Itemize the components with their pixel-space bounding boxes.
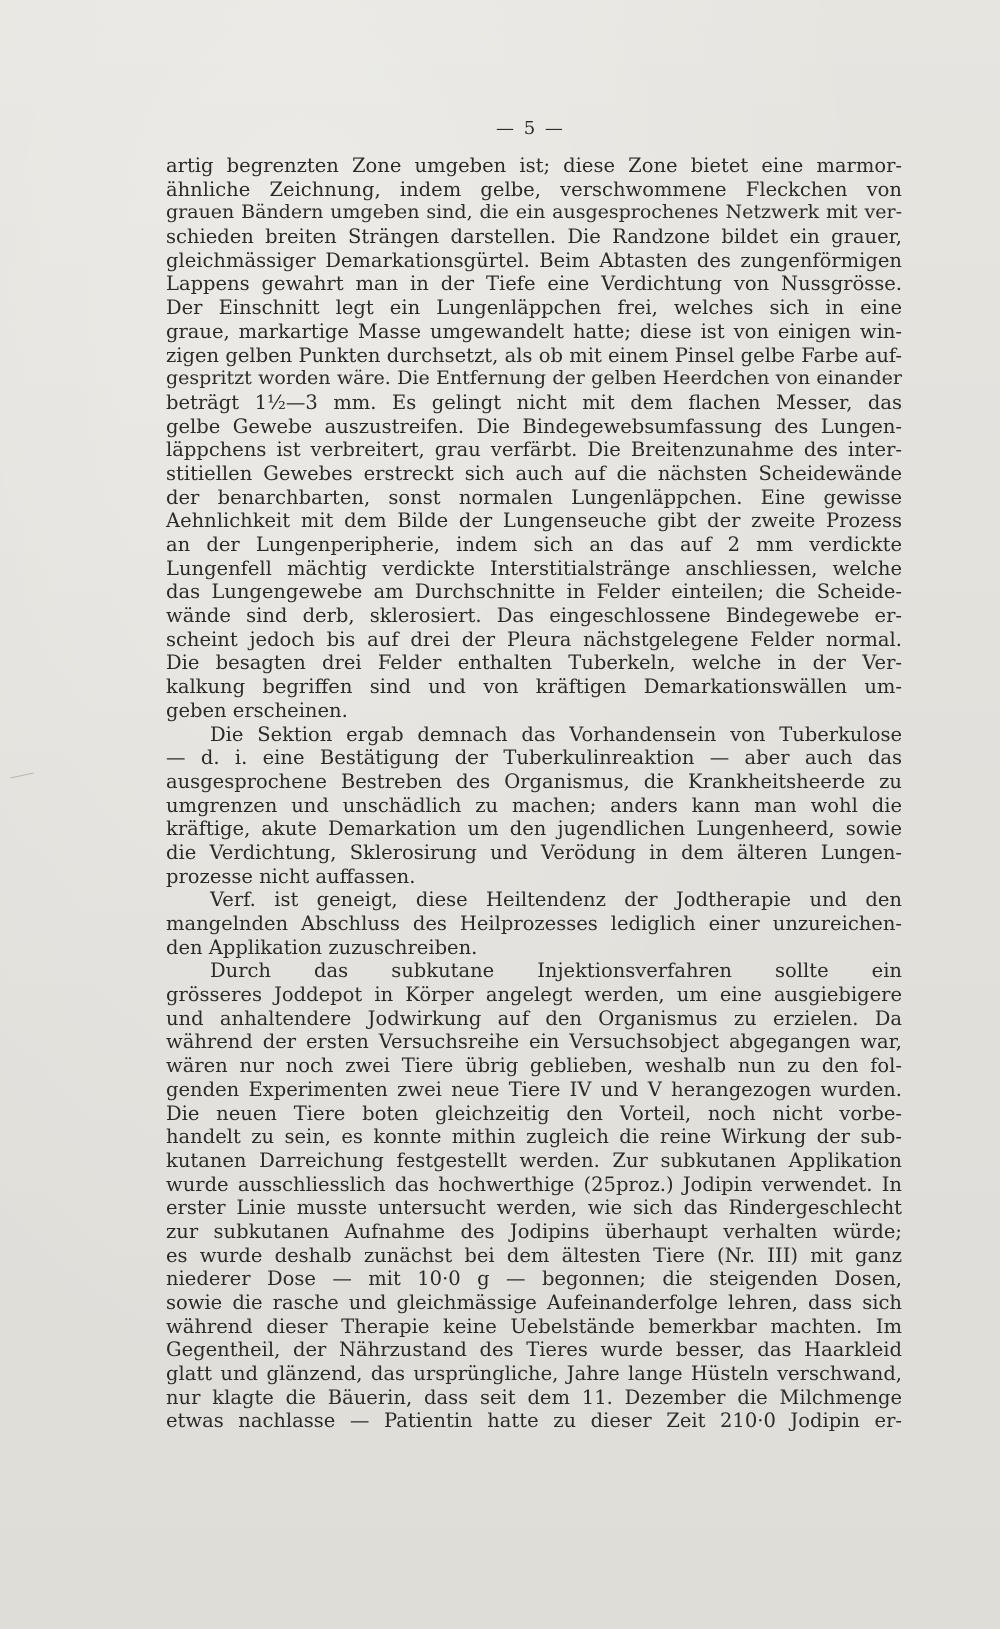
text-line: — d. i. eine Bestätigung der Tuberkulinreaktion — aber auch das xyxy=(166,746,902,770)
text-line: umgrenzen und unschädlich zu machen; anders kann man wohl die xyxy=(166,793,902,817)
text-line: stitiellen Gewebes erstreckt sich auch auf die nächsten Scheidewände xyxy=(166,461,902,485)
text-line: gleichmässiger Demarkationsgürtel. Beim Abtasten des zungenförmigen xyxy=(166,248,902,272)
text-line: etwas nachlasse — Patientin hatte zu dieser Zeit 210·0 Jodipin er- xyxy=(166,1409,902,1433)
text-line: glatt und glänzend, das ursprüngliche, Jahre lange Hüsteln verschwand, xyxy=(166,1362,902,1386)
paper-mark xyxy=(10,773,34,779)
text-line: Gegentheil, der Nährzustand des Tieres wurde besser, das Haarkleid xyxy=(166,1338,902,1362)
text-line: Die besagten drei Felder enthalten Tuberkeln, welche in der Ver- xyxy=(166,651,902,675)
text-line: während dieser Therapie keine Uebelstände bemerkbar machten. Im xyxy=(166,1314,902,1338)
text-line: läppchens ist verbreitert, grau verfärbt. Die Breitenzunahme des inter- xyxy=(166,438,902,462)
text-line: niederer Dose — mit 10·0 g — begonnen; die steigenden Dosen, xyxy=(166,1267,902,1291)
text-line: Aehnlichkeit mit dem Bilde der Lungenseuche gibt der zweite Prozess xyxy=(166,509,902,533)
text-line: gelbe Gewebe auszustreifen. Die Bindegewebsumfassung des Lungen- xyxy=(166,414,902,438)
paragraph-end-line: prozesse nicht auffassen. xyxy=(166,864,416,888)
text-line: genden Experimenten zwei neue Tiere IV und V herangezogen wurden. xyxy=(166,1077,902,1101)
text-line: schieden breiten Strängen darstellen. Die Randzone bildet ein grauer, xyxy=(166,225,902,249)
text-line: kräftige, akute Demarkation um den jugendlichen Lungenheerd, sowie xyxy=(166,817,902,841)
text-line: grösseres Joddepot in Körper angelegt werden, um eine ausgiebigere xyxy=(166,983,902,1007)
text-line: gespritzt worden wäre. Die Entfernung der gelben Heerdchen von einander xyxy=(166,367,902,390)
text-line: ähnliche Zeichnung, indem gelbe, verschwommene Fleckchen von xyxy=(166,177,902,201)
text-line: Lungenfell mächtig verdickte Interstitialstränge anschliessen, welche xyxy=(166,556,902,580)
paragraph-start-line: Durch das subkutane Injektionsverfahren sollte ein xyxy=(210,959,902,983)
text-line: während der ersten Versuchsreihe ein Versuchsobject abgegangen war, xyxy=(166,1030,902,1054)
text-line: kalkung begriffen sind und von kräftigen Demarkationswällen um- xyxy=(166,675,902,699)
text-line: ausgesprochene Bestreben des Organismus, die Krankheitsheerde zu xyxy=(166,769,902,793)
paragraph-end-line: geben erscheinen. xyxy=(166,698,348,722)
text-line: der benarchbarten, sonst normalen Lungenläppchen. Eine gewisse xyxy=(166,485,902,509)
text-line: und anhaltendere Jodwirkung auf den Organismus zu erzielen. Da xyxy=(166,1006,902,1030)
text-line: sowie die rasche und gleichmässige Aufeinanderfolge lehren, dass sich xyxy=(166,1291,902,1314)
paragraph-start-line: Verf. ist geneigt, diese Heiltendenz der Jodtherapie und den xyxy=(210,888,902,912)
text-line: erster Linie musste untersucht werden, wie sich das Rindergeschlecht xyxy=(166,1196,902,1220)
text-line: beträgt 1½—3 mm. Es gelingt nicht mit dem flachen Messer, das xyxy=(166,390,902,414)
text-line: Die neuen Tiere boten gleichzeitig den Vorteil, noch nicht vorbe- xyxy=(166,1101,902,1125)
text-line: zigen gelben Punkten durchsetzt, als ob mit einem Pinsel gelbe Farbe auf- xyxy=(166,343,902,367)
text-line: nur klagte die Bäuerin, dass seit dem 11. Dezember die Milchmenge xyxy=(166,1385,902,1409)
text-line: grauen Bändern umgeben sind, die ein ausgesprochenes Netzwerk mit ver- xyxy=(166,201,902,224)
text-line: kutanen Darreichung festgestellt werden. Zur subkutanen Applikation xyxy=(166,1148,902,1172)
text-line: scheint jedoch bis auf drei der Pleura nächstgelegene Felder normal. xyxy=(166,627,902,651)
text-line: wären nur noch zwei Tiere übrig geblieben, weshalb nun zu den fol- xyxy=(166,1054,902,1078)
text-line: zur subkutanen Aufnahme des Jodipins überhaupt verhalten würde; xyxy=(166,1219,902,1243)
paragraph-end-line: den Applikation zuzuschreiben. xyxy=(166,935,478,959)
paragraph-start-line: Die Sektion ergab demnach das Vorhandensein von Tuberkulose xyxy=(210,722,902,746)
text-line: wände sind derb, sklerosiert. Das eingeschlossene Bindegewebe er- xyxy=(166,604,902,628)
text-line: die Verdichtung, Sklerosirung und Verödung in dem älteren Lungen- xyxy=(166,840,902,864)
text-line: graue, markartige Masse umgewandelt hatte; diese ist von einigen win- xyxy=(166,319,902,343)
text-line: das Lungengewebe am Durchschnitte in Felder einteilen; die Scheide- xyxy=(166,580,902,604)
text-line: an der Lungenperipherie, indem sich an das auf 2 mm verdickte xyxy=(166,533,902,556)
text-line: handelt zu sein, es konnte mithin zugleich die reine Wirkung der sub- xyxy=(166,1125,902,1149)
text-line: Der Einschnitt legt ein Lungenläppchen frei, welches sich in eine xyxy=(166,296,902,320)
text-line: es wurde deshalb zunächst bei dem ältesten Tiere (Nr. III) mit ganz xyxy=(166,1243,902,1267)
body-text xyxy=(166,154,902,1433)
text-line: wurde ausschliesslich das hochwerthige (25proz.) Jodipin verwendet. In xyxy=(166,1172,902,1196)
page-number-text: — 5 — xyxy=(496,118,565,139)
text-line: mangelnden Abschluss des Heilprozesses lediglich einer unzureichen- xyxy=(166,912,902,935)
text-line: artig begrenzten Zone umgeben ist; diese Zone bietet eine marmor- xyxy=(166,154,902,177)
text-line: Lappens gewahrt man in der Tiefe eine Verdichtung von Nussgrösse. xyxy=(166,272,902,296)
